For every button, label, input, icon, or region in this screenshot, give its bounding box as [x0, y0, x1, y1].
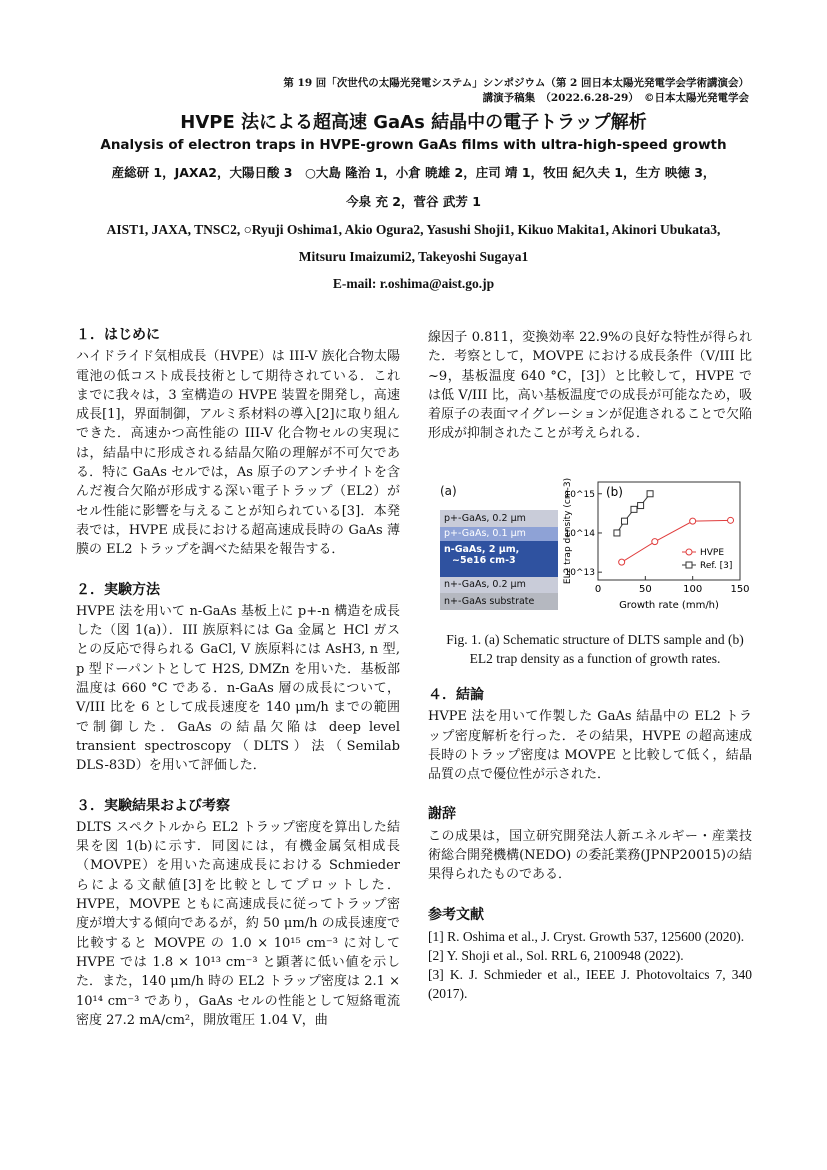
data-point	[622, 518, 628, 524]
section-4-body: HVPE 法を用いて作製した GaAs 結晶中の EL2 トラップ密度解析を行った．その結果，HVPE の超高速成長時のトラップ密度は MOVPE と比較して低く，結晶品質の点で優位性が示された．	[428, 709, 752, 783]
legend-label: HVPE	[700, 548, 725, 558]
section-2-title: ２．実験方法	[76, 581, 160, 598]
figure-label-a: (a)	[440, 484, 457, 498]
data-point	[728, 517, 734, 523]
section-3-body: DLTS スペクトルから EL2 トラップ密度を算出した結果を図 1(b)に示す．同図には，有機金属気相成長（MOVPE）を用いた高速成長における Schmieder らによる文献値[3]を比較としてプロットした．HVPE，MOVPE ともに高速成長に従ってトラップ密度が増大する傾向であるが，約 50 μm/h の成長速度で比較すると MOVPE の 1.0 × 10¹⁵ cm⁻³ に対して HVPE では 1.8 × 10¹³ cm⁻³ と顕著に低い値を示した．また，140 μm/h 時の EL2 トラップ密度は 2.1 × 10¹⁴ cm⁻³ であり，GaAs セルの性能として短絡電流密度 27.2 mA/cm²，開放電圧 1.04 V，曲	[76, 819, 400, 1028]
y-tick-label: 10^15	[564, 489, 595, 500]
layer-p-plus-thin: p+-GaAs, 0.1 μm	[440, 527, 558, 541]
legend-label: Ref. [3]	[700, 561, 733, 571]
data-point	[614, 530, 620, 536]
left-column	[76, 326, 400, 1030]
authors-en-line2: Mitsuru Imaizumi2, Takeyoshi Sugaya1	[298, 249, 529, 264]
legend-marker	[686, 549, 692, 555]
legend-marker	[686, 562, 692, 568]
y-tick-label: 10^14	[564, 528, 595, 539]
series-line-1	[617, 494, 650, 533]
x-tick-label: 150	[730, 584, 750, 595]
reference-3: [3] K. J. Schmieder et al., IEEE J. Photovoltaics 7, 340 (2017).	[428, 966, 752, 1001]
ack-body: この成果は，国立研究開発法人新エネルギー・産業技術総合開発機構(NEDO) の委託業務(JPNP20015)の結果得られたものである．	[428, 828, 752, 883]
data-point	[690, 518, 696, 524]
x-tick-label: 50	[638, 584, 652, 595]
x-tick-label: 100	[683, 584, 703, 595]
right-column-top	[428, 328, 752, 444]
right-column-bottom	[428, 686, 752, 1003]
header-line-1: 第 19 回「次世代の太陽光発電システム」シンポジウム（第 2 回日本太陽光発電学会学術講演会）	[283, 77, 749, 89]
reference-2: [2] Y. Shoji et al., Sol. RRL 6, 2100948 (2022).	[428, 947, 684, 963]
layer-n-gaas: n-GaAs, 2 μm, ~5e16 cm-3	[440, 541, 558, 577]
data-point	[631, 506, 637, 512]
header-line-2: 講演予稿集 （2022.6.28-29） ©日本太陽光発電学会	[482, 92, 749, 104]
x-tick-label: 0	[594, 584, 602, 595]
references-title: 参考文献	[428, 906, 484, 923]
y-tick-label: 10^13	[564, 568, 595, 579]
section-1-title: １．はじめに	[76, 327, 160, 343]
data-point	[652, 539, 658, 545]
layer-substrate: n+-GaAs substrate	[440, 593, 558, 610]
authors-en-line1: AIST1, JAXA, TNSC2, ○Ryuji Oshima1, Akio Ogura2, Yasushi Shoji1, Kikuo Makita1, Akinori Ubukata3,	[106, 222, 721, 237]
title-ja: HVPE 法による超高速 GaAs 結晶中の電子トラップ解析	[180, 112, 647, 133]
email: E-mail: r.oshima@aist.go.jp	[332, 276, 495, 291]
section-1-body: ハイドライド気相成長（HVPE）は III-V 族化合物太陽電池の低コスト成長技術として期待されている．これまでに我々は，3 室構造の HVPE 装置を開発し，高速成長[1]，界面制御，アルミ系材料の導入[2]に取り組んできた．高速かつ高性能の III-V 化合物セルの実現には，結晶中に形成される結晶欠陥の理解が不可欠である．特に GaAs セルでは，As 原子のアンチサイトを含んだ複合欠陥が形成する深い電子トラップ（EL2）がセル性能に影響を与えることが知られている[3]．本発表では，HVPE 成長における超高速成長時の GaAs 薄膜の EL2 トラップを調べた結果を報告する．	[76, 349, 400, 558]
figure-caption: Fig. 1. (a) Schematic structure of DLTS sample and (b) EL2 trap density as a function of growth rates.	[446, 632, 744, 666]
figure-1b-chart	[560, 478, 750, 620]
section-3-title: ３．実験結果および考察	[76, 797, 230, 814]
y-axis-label: EL2 trap density (cm-3)	[563, 478, 573, 585]
authors-ja-line1: 産総研 1，JAXA2，大陽日酸 3 ○大島 隆治 1，小倉 暁雄 2，庄司 靖 1，牧田 紀久夫 1，生方 映徳 3，	[111, 165, 716, 180]
section-2-body: HVPE 法を用いて n-GaAs 基板上に p+-n 構造を成長した（図 1(a)）．III 族原料には Ga 金属と HCl ガスとの反応で得られる GaCl, V 族原料には AsH3, n 型, p 型ドーパントとして H2S, DMZn を用いた．基板部温度は 660 °C である．n-GaAs 層の成長について，V/III 比を 6 として成長速度を 140 μm/h までの範囲で制御した．GaAs の結晶欠陥は deep level transient spectroscopy（DLTS）法（Semilab DLS-83D）を用いて評価した．	[76, 603, 400, 774]
x-axis-label: Growth rate (mm/h)	[619, 600, 719, 611]
authors-ja-line2: 今泉 充 2，菅谷 武芳 1	[346, 194, 481, 209]
data-point	[619, 559, 625, 565]
section-3-body-continued: 線因子 0.811，変換効率 22.9%の良好な特性が得られた．考察として，MOVPE における成長条件（V/III 比~9，基板温度 640 °C，[3]）と比較して，HVPE では低 V/III 比，高い基板温度での成長が可能なため，吸着原子の表面マイグレーションが促進されることで欠陥形成が抑制されたことが考えられる．	[428, 330, 752, 442]
reference-1: [1] R. Oshima et al., J. Cryst. Growth 537, 125600 (2020).	[428, 928, 745, 944]
data-point	[638, 503, 644, 509]
figure-label-b: (b)	[606, 485, 623, 499]
layer-n-plus: n+-GaAs, 0.2 μm	[440, 577, 558, 593]
data-point	[647, 491, 653, 497]
title-en: Analysis of electron traps in HVPE-grown GaAs films with ultra-high-speed growth	[100, 137, 727, 153]
layer-p-plus-top: p+-GaAs, 0.2 μm	[440, 510, 558, 527]
ack-title: 謝辞	[428, 806, 456, 823]
section-4-title: ４．結論	[428, 687, 484, 703]
figure-1a	[440, 484, 564, 614]
